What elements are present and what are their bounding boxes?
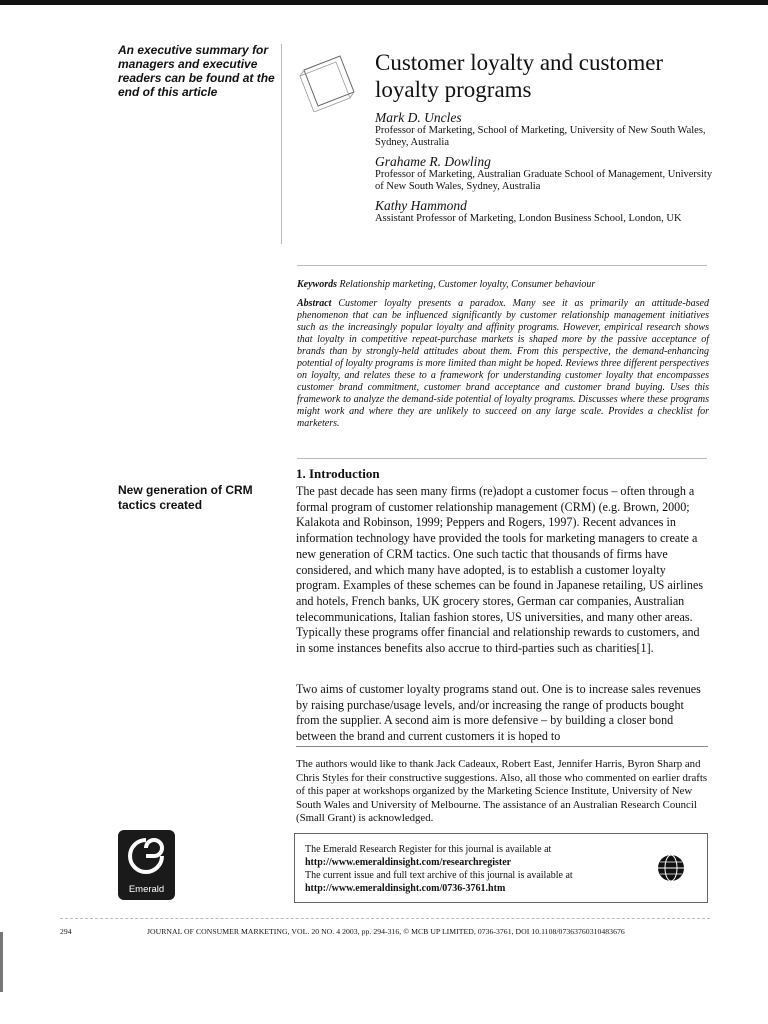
top-border [0, 0, 768, 5]
article-title: Customer loyalty and customer loyalty programs [375, 50, 664, 102]
author-affiliation: Professor of Marketing, Australian Graduate School of Management, University of New South Wales, Sydney, Australia [375, 169, 713, 192]
page-number: 294 [60, 927, 72, 936]
abstract-label: Abstract [297, 298, 332, 309]
keywords-text: Relationship marketing, Customer loyalty, Consumer behaviour [339, 279, 596, 290]
globe-icon [657, 854, 685, 882]
author-name: Mark D. Uncles [375, 110, 462, 125]
emerald-logo [118, 830, 175, 900]
register-url[interactable]: http://www.emeraldinsight.com/researchregister [305, 857, 512, 868]
divider-rule [297, 265, 707, 266]
margin-heading: New generation of CRM tactics created [118, 483, 253, 512]
emerald-swirl-icon [118, 830, 175, 880]
left-edge-mark [0, 932, 3, 992]
journal-citation: JOURNAL OF CONSUMER MARKETING, VOL. 20 NO. 4 2003, pp. 294-316, © MCB UP LIMITED, 0736-3761, DOI 10.1108/07363760310483676 [147, 927, 625, 936]
body-paragraph: Two aims of customer loyalty programs stand out. One is to increase sales revenues by raising purchase/usage levels, and/or increasing the range of products bought from the supplier. A second aim is more defensive – by building a closer bond between the brand and current customers it is hoped to [296, 682, 701, 744]
keywords-label: Keywords [297, 279, 337, 290]
author-affiliation: Assistant Professor of Marketing, London Business School, London, UK [375, 213, 682, 224]
author-name: Kathy Hammond [375, 198, 467, 213]
journal-logo-icon [298, 50, 360, 112]
acknowledgement: The authors would like to thank Jack Cadeaux, Robert East, Jennifer Harris, Byron Sharp and Chris Styles for their constructive suggestions. Also, all those who commented on earlier drafts of this paper at workshops organized by the Marketing Science Institute, University of New South Wales and University of Melbourne. The assistance of an Australian Research Council (Small Grant) is acknowledged. [296, 758, 708, 824]
author-affiliation: Professor of Marketing, School of Marketing, University of New South Wales, Sydney, Australia [375, 125, 706, 148]
author-name: Grahame R. Dowling [375, 154, 491, 169]
archive-line: The current issue and full text archive of this journal is available at [305, 870, 573, 881]
executive-summary-note: An executive summary for managers and executive readers can be found at the end of this article [118, 43, 275, 99]
register-text [305, 843, 645, 895]
abstract-text: Customer loyalty presents a paradox. Many see it as primarily an attitude-based phenomenon that can be influenced significantly by customer relationship management initiatives such as the increasingly popular loyalty and affinity programs. However, empirical research shows that loyalty in competitive repeat-purchase markets is shaped more by the passive acceptance of brands than by strongly-held attitudes about them. From this perspective, the demand-enhancing potential of loyalty programs is more limited than might be hoped. Reviews three different perspectives on loyalty, and relates these to a framework for understanding customer loyalty that encompasses customer brand commitment, customer brand acceptance and customer brand buying. Uses this framework to analyze the demand-side potential of loyalty programs. Discusses where these programs might work and where they are unlikely to succeed on any large scale. Provides a checklist for marketers. [297, 298, 709, 429]
emerald-logo-word: Emerald [128, 884, 165, 895]
author-list [375, 110, 715, 230]
footnote-rule [296, 746, 708, 747]
page-footer [60, 918, 710, 936]
column-divider [281, 44, 282, 244]
abstract [297, 298, 709, 430]
research-register-box [294, 833, 708, 903]
register-line: The Emerald Research Register for this journal is available at [305, 844, 552, 855]
archive-url[interactable]: http://www.emeraldinsight.com/0736-3761.htm [305, 883, 506, 894]
section-heading: 1. Introduction [296, 466, 380, 481]
keywords [297, 279, 707, 291]
divider-rule [297, 458, 707, 459]
body-paragraph: The past decade has seen many firms (re)adopt a customer focus – often through a formal program of customer relationship management (CRM) (e.g. Brown, 2000; Kalakota and Robinson, 1999; Peppers and Rogers, 1997). Recent advances in information technology have provided the tools for marketing managers to create a new generation of CRM tactics. One such tactic that thousands of firms have considered, and which many have adopted, is to establish a customer loyalty program. Examples of these schemes can be found in Japanese retailing, US airlines and hotels, French banks, UK grocery stores, German car companies, Australian telecommunications, Italian fashion stores, US universities, and many other areas. Typically these programs offer financial and relationship rewards to customers, and in some instances benefits also accrue to third-parties such as charities[1]. [296, 484, 704, 656]
